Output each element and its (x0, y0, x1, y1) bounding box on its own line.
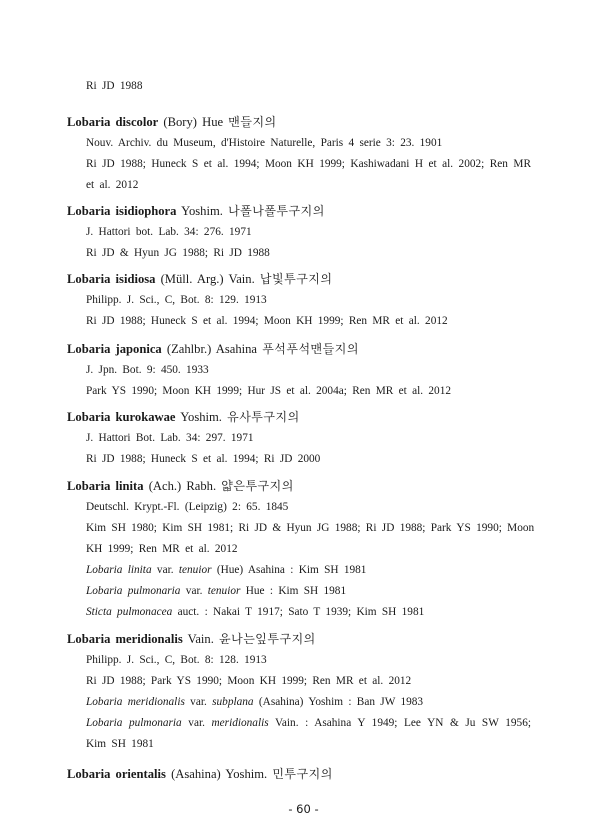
synonym-line: Lobaria pulmonaria var. meridionalis Vain. : Asahina Y 1949; Lee YN & Ju SW 1956; (86, 717, 531, 729)
korean-name: 납빛투구지의 (259, 272, 333, 286)
species-heading (67, 476, 537, 497)
species-author: (Bory) Hue (163, 115, 224, 129)
species-heading (67, 764, 537, 785)
species-name: Lobaria discolor (67, 115, 159, 129)
page-number: - 60 - (288, 802, 319, 816)
species-name: Lobaria isidiosa (67, 272, 156, 286)
species-author: (Zahlbr.) Asahina (166, 342, 258, 356)
reference-line: Ri JD & Hyun JG 1988; Ri JD 1988 (86, 247, 270, 259)
korean-name: 윤나는잎투구지의 (219, 632, 316, 646)
reference-line: Park YS 1990; Moon KH 1999; Hur JS et al. 2004a; Ren MR et al. 2012 (86, 385, 451, 397)
synonym-line: Lobaria linita var. tenuior (Hue) Asahina : Kim SH 1981 (86, 564, 367, 576)
korean-name: 얇은투구지의 (221, 479, 294, 493)
species-heading (67, 269, 537, 290)
species-heading (67, 339, 537, 360)
reference-line: Deutschl. Krypt.-Fl. (Leipzig) 2: 65. 1845 (86, 501, 289, 513)
species-author: (Asahina) Yoshim. (171, 767, 268, 781)
species-name: Lobaria japonica (67, 342, 162, 356)
korean-name: 맨들지의 (228, 115, 277, 129)
reference-line: Philipp. J. Sci., C, Bot. 8: 128. 1913 (86, 654, 267, 666)
species-heading (67, 629, 537, 650)
reference-line: J. Hattori Bot. Lab. 34: 297. 1971 (86, 432, 254, 444)
synonym-line: Sticta pulmonacea auct. : Nakai T 1917; Sato T 1939; Kim SH 1981 (86, 606, 425, 618)
korean-name: 나폴나폴투구지의 (228, 204, 325, 218)
species-name: Lobaria isidiophora (67, 204, 177, 218)
reference-line: Kim SH 1980; Kim SH 1981; Ri JD & Hyun JG 1988; Ri JD 1988; Park YS 1990; Moon (86, 522, 535, 534)
reference-line: Ri JD 1988 (86, 80, 143, 92)
reference-line: Nouv. Archiv. du Museum, d'Histoire Naturelle, Paris 4 serie 3: 23. 1901 (86, 137, 443, 149)
species-name: Lobaria meridionalis (67, 632, 183, 646)
species-name: Lobaria kurokawae (67, 410, 176, 424)
synonym-line: Lobaria meridionalis var. subplana (Asahina) Yoshim : Ban JW 1983 (86, 696, 424, 708)
reference-line: et al. 2012 (86, 179, 139, 191)
korean-name: 푸석푸석맨들지의 (262, 342, 359, 356)
synonym-line: Lobaria pulmonaria var. tenuior Hue : Kim SH 1981 (86, 585, 347, 597)
species-author: Yoshim. (181, 204, 223, 218)
reference-line: Ri JD 1988; Park YS 1990; Moon KH 1999; Ren MR et al. 2012 (86, 675, 412, 687)
species-heading (67, 407, 537, 428)
species-author: (Müll. Arg.) Vain. (160, 272, 255, 286)
reference-line: Ri JD 1988; Huneck S et al. 1994; Ri JD 2000 (86, 453, 321, 465)
reference-line: Ri JD 1988; Huneck S et al. 1994; Moon KH 1999; Ren MR et al. 2012 (86, 315, 448, 327)
species-name: Lobaria linita (67, 479, 144, 493)
species-author: Vain. (187, 632, 214, 646)
species-heading (67, 112, 537, 133)
korean-name: 유사투구지의 (227, 410, 300, 424)
species-author: Yoshim. (180, 410, 222, 424)
reference-line: J. Hattori bot. Lab. 34: 276. 1971 (86, 226, 252, 238)
korean-name: 민투구지의 (272, 767, 333, 781)
reference-line: Philipp. J. Sci., C, Bot. 8: 129. 1913 (86, 294, 267, 306)
species-author: (Ach.) Rabh. (148, 479, 217, 493)
species-heading (67, 201, 537, 222)
reference-line: J. Jpn. Bot. 9: 450. 1933 (86, 364, 209, 376)
reference-line: KH 1999; Ren MR et al. 2012 (86, 543, 238, 555)
species-name: Lobaria orientalis (67, 767, 166, 781)
reference-line: Kim SH 1981 (86, 738, 154, 750)
reference-line: Ri JD 1988; Huneck S et al. 1994; Moon KH 1999; Kashiwadani H et al. 2002; Ren MR (86, 158, 531, 170)
